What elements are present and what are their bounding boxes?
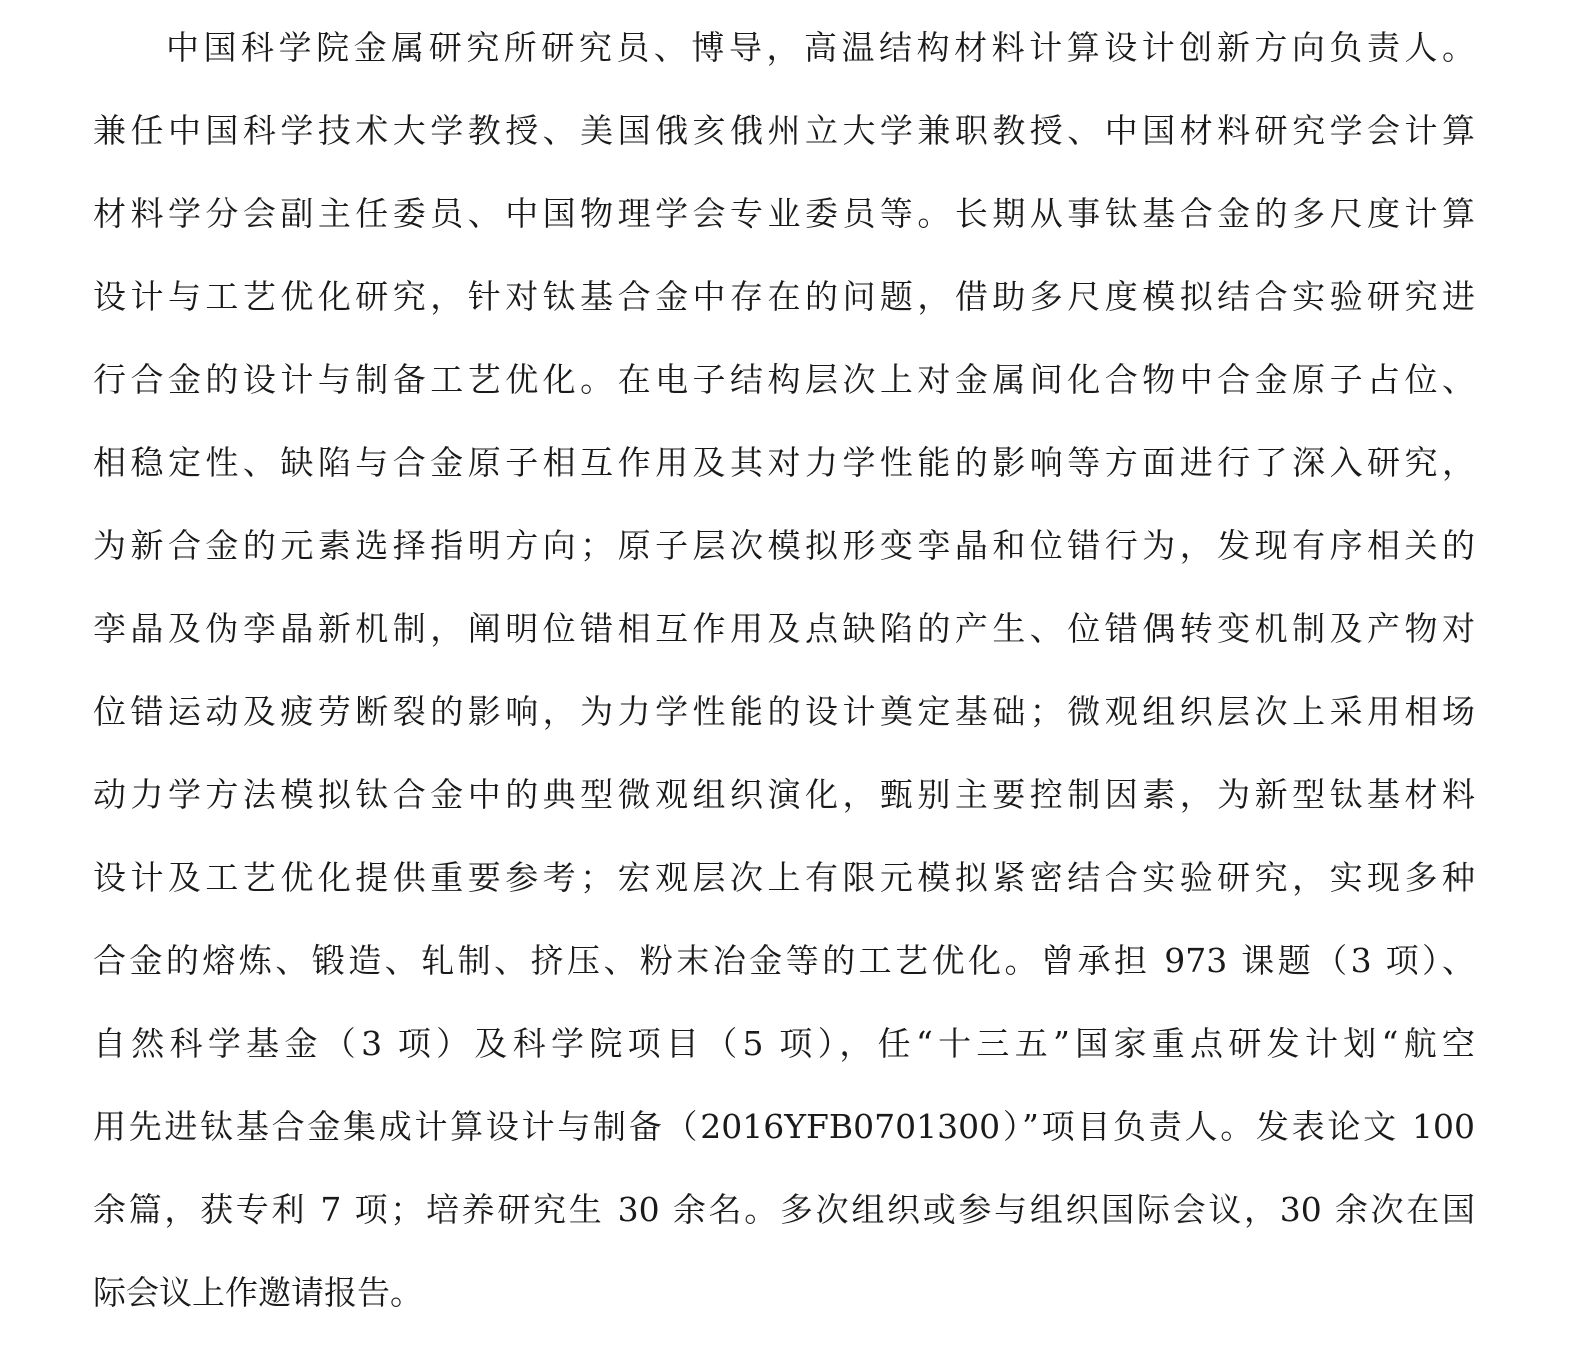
paragraph-line-16: 际会议上作邀请报告。 bbox=[93, 1273, 423, 1312]
paragraph-line-10: 动力学方法模拟钛合金中的典型微观组织演化，甄别主要控制因素，为新型钛基材料 bbox=[93, 775, 1475, 814]
paragraph-line-14: 用先进钛基合金集成计算设计与制备（2016YFB0701300）”项目负责人。发表论文 100 bbox=[93, 1107, 1475, 1146]
paragraph-line-11: 设计及工艺优化提供重要参考；宏观层次上有限元模拟紧密结合实验研究，实现多种 bbox=[93, 858, 1475, 897]
paragraph-line-6: 相稳定性、缺陷与合金原子相互作用及其对力学性能的影响等方面进行了深入研究， bbox=[93, 443, 1475, 482]
paragraph-line-8: 孪晶及伪孪晶新机制，阐明位错相互作用及点缺陷的产生、位错偶转变机制及产物对 bbox=[93, 609, 1475, 648]
paragraph-line-3: 材料学分会副主任委员、中国物理学会专业委员等。长期从事钛基合金的多尺度计算 bbox=[93, 194, 1475, 233]
paragraph-line-13: 自然科学基金（3 项）及科学院项目（5 项），任“十三五”国家重点研发计划“航空 bbox=[93, 1024, 1475, 1063]
paragraph-line-7: 为新合金的元素选择指明方向；原子层次模拟形变孪晶和位错行为，发现有序相关的 bbox=[93, 526, 1475, 565]
paragraph-line-12: 合金的熔炼、锻造、轧制、挤压、粉末冶金等的工艺优化。曾承担 973 课题（3 项）、 bbox=[93, 941, 1475, 980]
paragraph-line-15: 余篇，获专利 7 项；培养研究生 30 余名。多次组织或参与组织国际会议，30 余次在国 bbox=[93, 1190, 1475, 1229]
paragraph-line-2: 兼任中国科学技术大学教授、美国俄亥俄州立大学兼职教授、中国材料研究学会计算 bbox=[93, 111, 1475, 150]
paragraph-line-5: 行合金的设计与制备工艺优化。在电子结构层次上对金属间化合物中合金原子占位、 bbox=[93, 360, 1475, 399]
paragraph-line-4: 设计与工艺优化研究，针对钛基合金中存在的问题，借助多尺度模拟结合实验研究进 bbox=[93, 277, 1475, 316]
paragraph-line-9: 位错运动及疲劳断裂的影响，为力学性能的设计奠定基础；微观组织层次上采用相场 bbox=[93, 692, 1475, 731]
paragraph-line-1: 中国科学院金属研究所研究员、博导，高温结构材料计算设计创新方向负责人。 bbox=[166, 28, 1475, 67]
